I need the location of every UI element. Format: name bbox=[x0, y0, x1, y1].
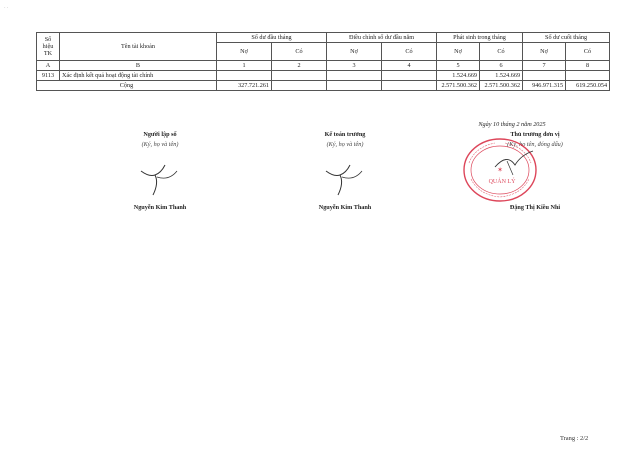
index-cell: 2 bbox=[272, 61, 327, 71]
handwritten-signature-icon bbox=[135, 159, 185, 199]
total-adjust-debit bbox=[327, 81, 382, 91]
header-adjust: Điều chỉnh số dư đầu năm bbox=[327, 33, 437, 43]
signature-title: Thủ trưởng đơn vị bbox=[510, 131, 560, 138]
svg-text:✶: ✶ bbox=[497, 166, 503, 174]
signature-chief-accountant bbox=[285, 131, 405, 216]
row-opening-credit bbox=[272, 71, 327, 81]
index-cell: 8 bbox=[566, 61, 610, 71]
signature-note: (Ký, họ và tên) bbox=[326, 141, 364, 148]
stamp-text: QUẢN LÝ bbox=[488, 179, 516, 185]
row-account-name: Xác định kết quả hoạt động tài chính bbox=[60, 71, 217, 81]
header-debit: Nợ bbox=[523, 43, 566, 61]
header-credit: Có bbox=[272, 43, 327, 61]
signature-name: Nguyễn Kim Thanh bbox=[318, 204, 372, 211]
signature-title: Người lập sổ bbox=[143, 131, 177, 138]
index-row bbox=[37, 61, 610, 71]
row-closing-debit bbox=[523, 71, 566, 81]
header-movement: Phát sinh trong tháng bbox=[437, 33, 523, 43]
index-cell: 3 bbox=[327, 61, 382, 71]
total-label: Cộng bbox=[37, 81, 217, 91]
header-account-no: Số hiệu TK bbox=[37, 33, 60, 61]
index-cell: A bbox=[37, 61, 60, 71]
total-opening-debit: 327.721.261 bbox=[217, 81, 272, 91]
table-row bbox=[37, 71, 610, 81]
row-closing-credit bbox=[566, 71, 610, 81]
header-credit: Có bbox=[480, 43, 523, 61]
index-cell: 7 bbox=[523, 61, 566, 71]
page-number: Trang : 2/2 bbox=[560, 435, 589, 442]
header-credit: Có bbox=[382, 43, 437, 61]
index-cell: 1 bbox=[217, 61, 272, 71]
signature-preparer bbox=[100, 131, 220, 216]
header-debit: Nợ bbox=[327, 43, 382, 61]
total-movement-debit: 2.571.500.362 bbox=[437, 81, 480, 91]
total-movement-credit: 2.571.500.362 bbox=[480, 81, 523, 91]
row-adjust-debit bbox=[327, 71, 382, 81]
row-opening-debit bbox=[217, 71, 272, 81]
trial-balance-table bbox=[36, 32, 610, 91]
row-movement-credit: 1.524.669 bbox=[480, 71, 523, 81]
header-debit: Nợ bbox=[217, 43, 272, 61]
total-opening-credit bbox=[272, 81, 327, 91]
handwritten-signature-icon bbox=[320, 159, 370, 199]
header-account-name: Tên tài khoản bbox=[60, 33, 217, 61]
index-cell: 6 bbox=[480, 61, 523, 71]
index-cell: 5 bbox=[437, 61, 480, 71]
row-account-no: 9113 bbox=[37, 71, 60, 81]
row-movement-debit: 1.524.669 bbox=[437, 71, 480, 81]
signature-name: Nguyễn Kim Thanh bbox=[133, 204, 187, 211]
signature-name: Đặng Thị Kiều Nhi bbox=[509, 204, 561, 211]
signature-note: (Ký, họ và tên) bbox=[141, 141, 179, 148]
index-cell: B bbox=[60, 61, 217, 71]
signature-title: Kế toán trưởng bbox=[324, 131, 366, 138]
header-credit: Có bbox=[566, 43, 610, 61]
total-row bbox=[37, 81, 610, 91]
row-adjust-credit bbox=[382, 71, 437, 81]
signature-note: (Ký, họ tên, đóng dấu) bbox=[507, 141, 563, 148]
header-closing: Số dư cuối tháng bbox=[523, 33, 610, 43]
total-closing-debit: 946.971.315 bbox=[523, 81, 566, 91]
total-adjust-credit bbox=[382, 81, 437, 91]
company-seal-icon bbox=[455, 135, 545, 205]
header-row-1 bbox=[37, 33, 610, 43]
signing-date: Ngày 10 tháng 2 năm 2025 bbox=[478, 121, 546, 128]
header-opening: Số dư đầu tháng bbox=[217, 33, 327, 43]
total-closing-credit: 619.250.054 bbox=[566, 81, 610, 91]
scan-corner-marks: · · bbox=[4, 6, 9, 11]
index-cell: 4 bbox=[382, 61, 437, 71]
header-debit: Nợ bbox=[437, 43, 480, 61]
